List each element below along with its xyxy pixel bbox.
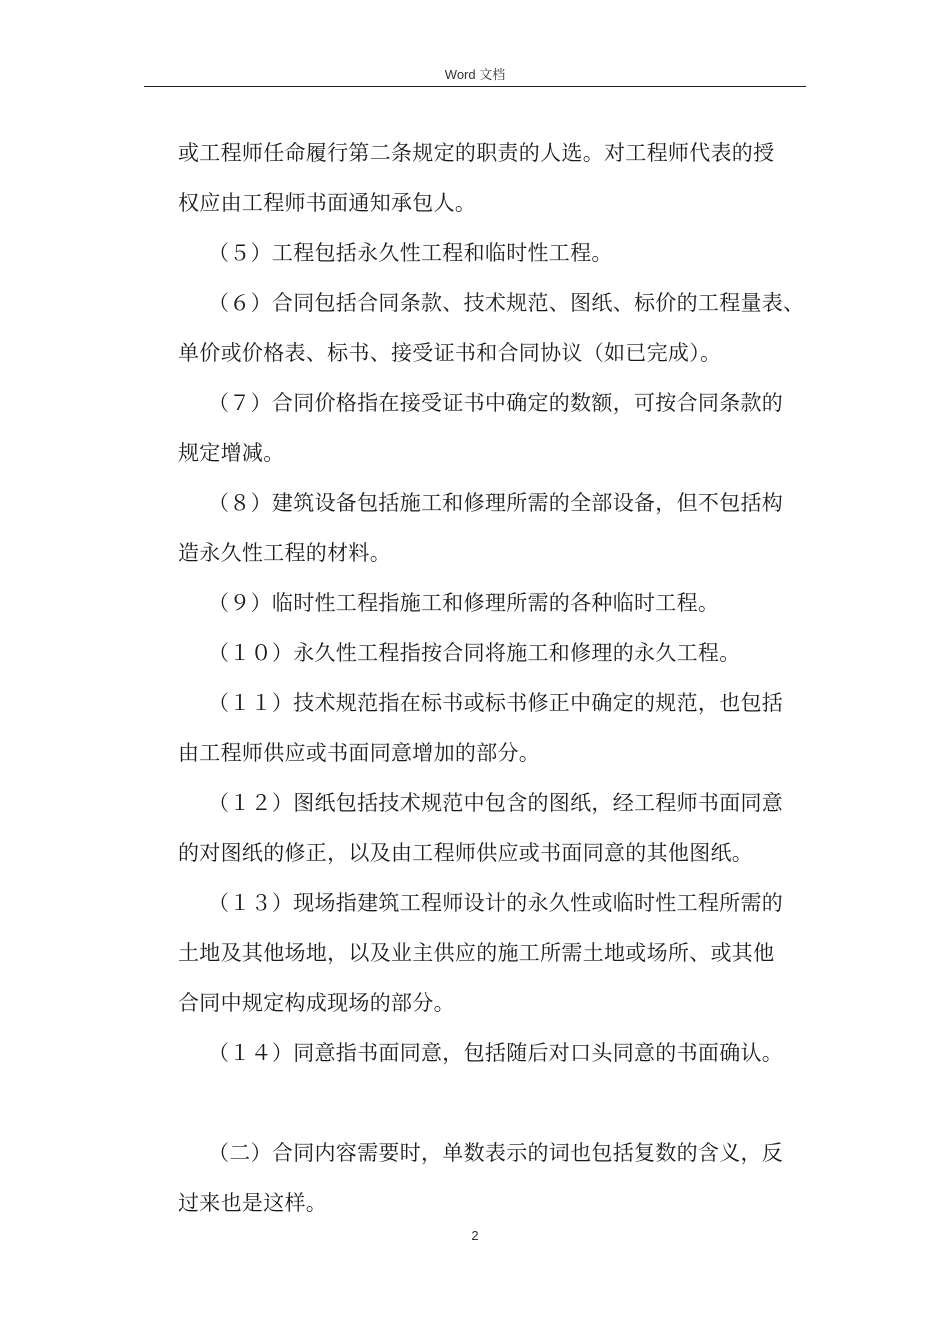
header-divider (144, 86, 806, 87)
paragraph-line: 或工程师任命履行第二条规定的职责的人选。对工程师代表的授 (178, 141, 775, 165)
paragraph-line: 规定增减。 (178, 441, 285, 465)
paragraph-line: （５）工程包括永久性工程和临时性工程。 (208, 241, 613, 265)
paragraph-line: （９）临时性工程指施工和修理所需的各种临时工程。 (208, 591, 720, 615)
document-body (178, 128, 818, 1228)
paragraph-line: （６）合同包括合同条款、技术规范、图纸、标价的工程量表、 (208, 291, 805, 315)
page-header: Word 文档 (444, 67, 506, 82)
paragraph-line: （１０）永久性工程指按合同将施工和修理的永久工程。 (208, 641, 741, 665)
page-number: 2 (471, 1228, 479, 1243)
paragraph-spacer (178, 1078, 818, 1128)
paragraph-line: 由工程师供应或书面同意增加的部分。 (178, 741, 541, 765)
paragraph-line: 的对图纸的修正，以及由工程师供应或书面同意的其他图纸。 (178, 841, 754, 865)
paragraph-line: 权应由工程师书面通知承包人。 (178, 191, 477, 215)
paragraph-line: （二）合同内容需要时，单数表示的词也包括复数的含义，反 (208, 1141, 784, 1165)
paragraph-line: （１２）图纸包括技术规范中包含的图纸，经工程师书面同意 (208, 791, 784, 815)
paragraph-line: （８）建筑设备包括施工和修理所需的全部设备，但不包括构 (208, 491, 784, 515)
paragraph-line: （１４）同意指书面同意，包括随后对口头同意的书面确认。 (208, 1041, 784, 1065)
paragraph-line: 合同中规定构成现场的部分。 (178, 991, 455, 1015)
paragraph-line: 过来也是这样。 (178, 1191, 328, 1215)
paragraph-line: 土地及其他场地，以及业主供应的施工所需土地或场所、或其他 (178, 941, 775, 965)
paragraph-line: 造永久性工程的材料。 (178, 541, 391, 565)
paragraph-line: （１１）技术规范指在标书或标书修正中确定的规范，也包括 (208, 691, 784, 715)
paragraph-line: （１３）现场指建筑工程师设计的永久性或临时性工程所需的 (208, 891, 784, 915)
paragraph-line: （７）合同价格指在接受证书中确定的数额，可按合同条款的 (208, 391, 784, 415)
paragraph-line: 单价或价格表、标书、接受证书和合同协议（如已完成）。 (178, 341, 722, 365)
